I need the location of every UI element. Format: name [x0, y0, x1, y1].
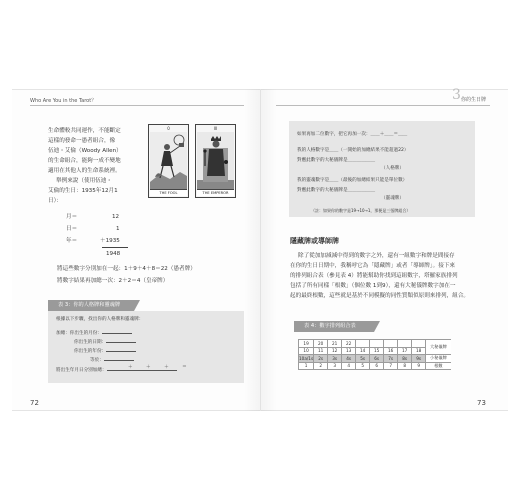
- grid-cell: 13: [342, 347, 356, 355]
- grid-cell: 1: [299, 362, 314, 370]
- card-numeral: III: [213, 126, 218, 131]
- grid-cell: 9s: [412, 355, 426, 363]
- grid-cell: 21: [328, 340, 342, 348]
- grid-cell: [356, 340, 370, 348]
- right-running-head: 你的生日牌: [461, 97, 487, 103]
- table3-title: 表 3：你的人格牌和靈魂牌: [58, 302, 121, 308]
- left-body-line-2: 這樣的發命一愚者組合，像: [48, 138, 116, 144]
- table3-row-1: [56, 329, 132, 336]
- left-body-line-4: 的生命組合，能夠一成不變地: [48, 158, 121, 164]
- grid-cell: 19: [299, 340, 314, 348]
- equals-blank[interactable]: [104, 356, 134, 361]
- grid-cell: 9: [412, 362, 426, 370]
- left-body-line-7: 艾倫的生日：1935年12月1: [48, 188, 118, 194]
- fool-card-icon: [150, 132, 187, 189]
- left-body-line-6: 舉例來說（使用伍迪・: [56, 178, 112, 184]
- calc-line-2: 將數字結果再加總一次：2＋2＝4（皇帝牌）: [57, 278, 169, 284]
- day-blank[interactable]: [106, 338, 136, 343]
- grid-cell: 17: [398, 347, 412, 355]
- sum-rule: [102, 247, 128, 248]
- box-line-3: 對應此數字的大秘儀牌是＿＿＿＿＿＿: [297, 158, 376, 163]
- month-blank[interactable]: [102, 329, 132, 334]
- grid-row-top: [299, 340, 451, 348]
- row-label: 你出生的年份：: [74, 349, 107, 354]
- grid-cell: 6: [370, 362, 384, 370]
- row-label: 等於：: [90, 358, 104, 363]
- right-header-rule: [276, 105, 490, 106]
- grid-cell: [412, 340, 426, 348]
- grid-cell: 12: [328, 347, 342, 355]
- grid-cell: 4: [342, 362, 356, 370]
- calc-label-year: 年＝: [66, 238, 78, 244]
- grid-cell: 7s: [384, 355, 398, 363]
- grid-cell: 4s: [342, 355, 356, 363]
- grid-cell: 14: [356, 347, 370, 355]
- box-line-6: 對應此數字的大秘儀牌是＿＿＿＿＿＿: [297, 188, 376, 193]
- grid-cell: 10: [299, 347, 314, 355]
- grid-cell: 11: [314, 347, 328, 355]
- left-body-line-3: 伍迪・艾倫（Woody Allen）: [48, 148, 122, 154]
- left-body-line-5: 適用在其他人的生命系統裡。: [48, 168, 121, 174]
- sum-hint: ＋ ＋ ＋ ＝: [128, 365, 193, 370]
- table3-row-4: [90, 356, 134, 363]
- grid-cell: 16: [384, 347, 398, 355]
- grid-cell: 8s: [398, 355, 412, 363]
- tarot-card-fool: [148, 124, 189, 198]
- table4-title: 表 4：數字排列組合表: [304, 323, 356, 329]
- grid-cell: 18: [412, 347, 426, 355]
- grid-cell: 5s: [356, 355, 370, 363]
- section-line-5: 起的最終根數，這些就是基於不同模擬的同性質類似原則來排列，組合。: [290, 293, 470, 299]
- box-line-7: （靈魂牌）: [381, 196, 404, 201]
- table3-intro: 根據以下步驟，找出你的人格牌和靈魂牌：: [56, 317, 144, 322]
- section-line-1: 除了從加加減減中得到的數字之外，還有一組數字和牌是間接存: [298, 253, 455, 259]
- table3-header: [48, 300, 134, 311]
- box-footnote: （註：如果你的數字是19→10→1，那便是三張牌組合）: [311, 208, 411, 213]
- grid-cell: [398, 340, 412, 348]
- tarot-card-emperor: [195, 124, 236, 198]
- row-label: 加總：你出生的月份：: [56, 331, 102, 336]
- section-line-4: 包括了所有同樣「根數」（個位數 1到9），還有大秘儀牌數字加在一: [290, 283, 456, 289]
- row-label: 將出生年月日分別加總：: [56, 368, 107, 373]
- calc-value-month: 12: [112, 214, 120, 220]
- grid-cell: 15: [370, 347, 384, 355]
- card-caption: THE EMPEROR: [197, 189, 234, 196]
- section-line-3: 的排列組合表（參見表 4）將能幫助你找到這組數字，塔羅家族排列: [290, 273, 458, 279]
- table4-header: [294, 321, 374, 332]
- grid-cell: 6s: [370, 355, 384, 363]
- grid-cell: 3: [328, 362, 342, 370]
- grid-cell: 10a/1s: [299, 355, 314, 361]
- card-caption: THE FOOL: [150, 189, 187, 196]
- chapter-number: 3: [452, 87, 461, 103]
- grid-cell: 7: [384, 362, 398, 370]
- box-line-4: （人格牌）: [381, 166, 404, 171]
- left-body-line-8: 日）：: [48, 198, 62, 204]
- grid-cell: 2: [314, 362, 328, 370]
- grid-cell: 8: [398, 362, 412, 370]
- grid-row-minor: [299, 355, 451, 363]
- box-line-1: 如果再加二位數字，把它再加一次：＿＿＋＿＿＝＿＿: [297, 132, 408, 137]
- calc-value-day: 1: [116, 226, 120, 232]
- book-spine: [260, 89, 261, 411]
- left-header-rule: [30, 105, 244, 106]
- calc-total: 1948: [106, 251, 121, 257]
- grid-label-root: 根數: [426, 362, 451, 370]
- table3-row-2: [74, 338, 136, 345]
- grid-label-major: 大秘儀牌: [426, 340, 451, 355]
- table3-row-3: [74, 347, 136, 354]
- box-line-2: 我的人格數字是＿＿（一開始的加總結果不能超過22）: [297, 148, 409, 153]
- grid-row-root: [299, 362, 451, 370]
- grid-label-minor: 小秘儀牌: [426, 355, 451, 363]
- grid-cell: [370, 340, 384, 348]
- grid-cell: 22: [342, 340, 356, 348]
- grid-cell: 2s: [314, 355, 328, 363]
- grid-cell: [384, 340, 398, 348]
- calc-label-month: 月＝: [66, 214, 78, 220]
- box-line-5: 我的靈魂數字是＿＿（最後的加總結果只能是單位數）: [297, 178, 408, 183]
- section-title: 隱藏牌或導師牌: [290, 237, 339, 245]
- calc-line-1: 將這些數字分別加在一起：1＋9＋4＋8＝22（愚者牌）: [57, 266, 196, 272]
- year-blank[interactable]: [106, 347, 136, 352]
- number-grid: [298, 339, 451, 370]
- emperor-card-icon: [197, 132, 234, 189]
- spine-shadow-left: [244, 89, 260, 411]
- calc-label-day: 日＝: [66, 226, 78, 232]
- left-body-line-1: 生命體較共同運作，不能斷定: [48, 128, 121, 134]
- left-running-head: Who Are You in the Tarot？: [30, 98, 97, 104]
- grid-cell: 5: [356, 362, 370, 370]
- grid-cell: 3s: [328, 355, 342, 363]
- calc-value-year: ＋1935: [100, 238, 120, 244]
- card-numeral: 0: [167, 126, 170, 131]
- right-page-number: 73: [477, 399, 486, 407]
- grid-cell: 20: [314, 340, 328, 348]
- left-page-number: 72: [30, 399, 39, 407]
- spine-shadow-right: [261, 89, 277, 411]
- row-label: 你出生的日期：: [74, 340, 107, 345]
- section-line-2: 在你的生日日期中，我稱呼它為「隱藏牌」或者「導師牌」。接下來: [290, 263, 456, 269]
